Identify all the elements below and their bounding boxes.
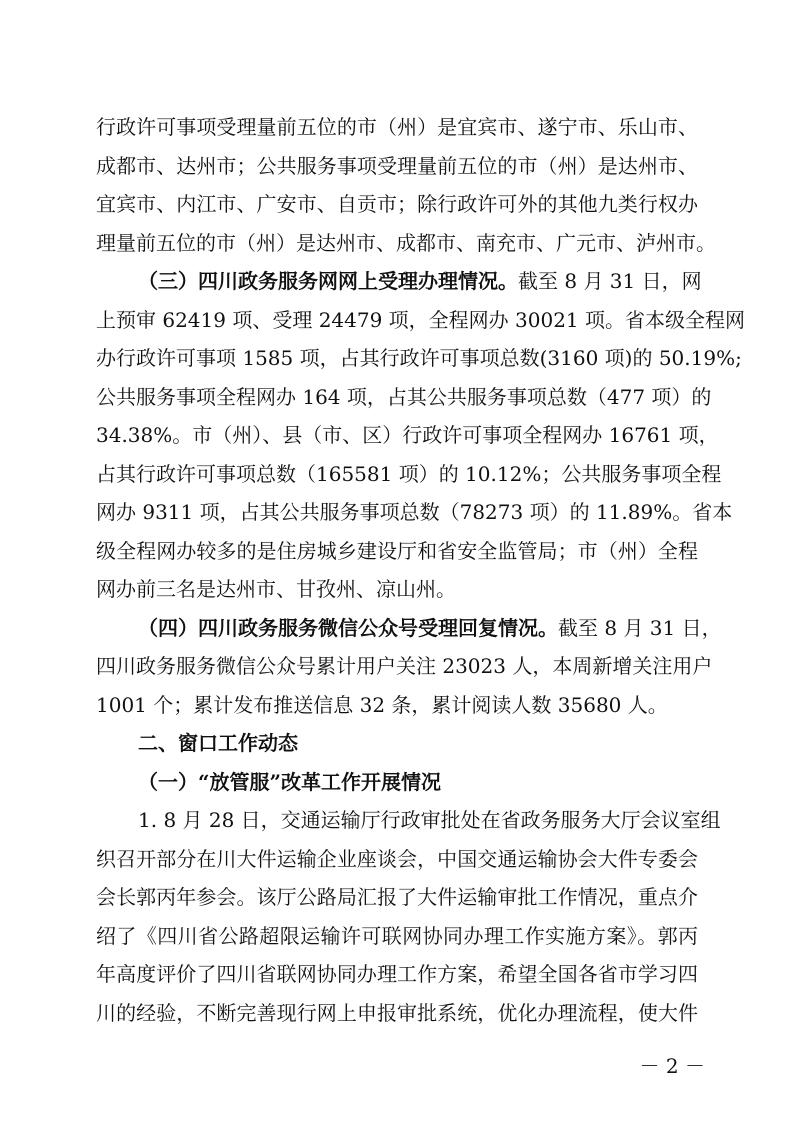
section-3-first-line <box>96 262 702 301</box>
text-line: 绍了《四川省公路超限运输许可联网协同办理工作实施方案》。郭丙 <box>96 923 698 948</box>
text-line: 网办 9311 项，占其公共服务事项总数（78273 项）的 11.89%。省本 <box>96 500 733 524</box>
section-3-first-text: 截至 8 月 31 日，网 <box>518 269 702 293</box>
text-line: 织召开部分在川大件运输企业座谈会，中国交通运输协会大件专委会 <box>96 846 698 871</box>
text-line: 占其行政许可事项总数（165581 项）的 10.12%；公共服务事项全程 <box>96 461 722 486</box>
text-line: 会长郭丙年参会。该厅公路局汇报了大件运输审批工作情况，重点介 <box>96 885 698 909</box>
text-line: 网办前三名是达州市、甘孜州、凉山州。 <box>96 577 456 601</box>
text-line: 成都市、达州市；公共服务事项受理量前五位的市（州）是达州市、 <box>96 153 698 178</box>
text-line: 年高度评价了四川省联网协同办理工作方案，希望全国各省市学习四 <box>96 962 698 986</box>
subsection-heading: （一）“放管服”改革工作开展情况 <box>138 769 442 794</box>
text-line: 1001 个；累计发布推送信息 32 条，累计阅读人数 35680 人。 <box>96 692 668 717</box>
text-line: 级全程网办较多的是住房城乡建设厅和省安全监管局；市（州）全程 <box>96 538 698 563</box>
section-4-first-line <box>96 609 722 648</box>
text-line: 公共服务事项全程网办 164 项，占其公共服务事项总数（477 项）的 <box>96 384 712 409</box>
document-page <box>96 108 746 1032</box>
text-line: 四川政务服务微信公众号累计用户关注 23023 人，本周新增关注用户 <box>96 654 713 678</box>
text-line: 办行政许可事项 1585 项，占其行政许可事项总数(3160 项)的 50.19%; <box>96 346 742 370</box>
section-4-title: （四）四川政务服务微信公众号受理回复情况。 <box>138 615 558 640</box>
text-line: 34.38%。市（州）、县（市、区）行政许可事项全程网办 16761 项， <box>96 423 719 447</box>
text-line: 理量前五位的市（州）是达州市、成都市、南充市、广元市、泸州市。 <box>96 230 716 255</box>
text-line: 行政许可事项受理量前五位的市（州）是宜宾市、遂宁市、乐山市、 <box>96 115 698 139</box>
text-line: 川的经验，不断完善现行网上申报审批系统，优化办理流程，使大件 <box>96 1000 698 1025</box>
text-line: 宜宾市、内江市、广安市、自贡市；除行政许可外的其他九类行权办 <box>96 192 698 216</box>
text-line: 1. 8 月 28 日，交通运输厅行政审批处在省政务服务大厅会议室组 <box>138 808 721 832</box>
section-3-title: （三）四川政务服务网网上受理办理情况。 <box>138 269 518 293</box>
text-line: 上预审 62419 项、受理 24479 项，全程网办 30021 项。省本级全程网 <box>96 307 746 332</box>
page-number: － 2 － <box>639 1054 705 1078</box>
section-4-first-text: 截至 8 月 31 日， <box>558 615 722 640</box>
section-heading: 二、窗口工作动态 <box>138 731 298 755</box>
